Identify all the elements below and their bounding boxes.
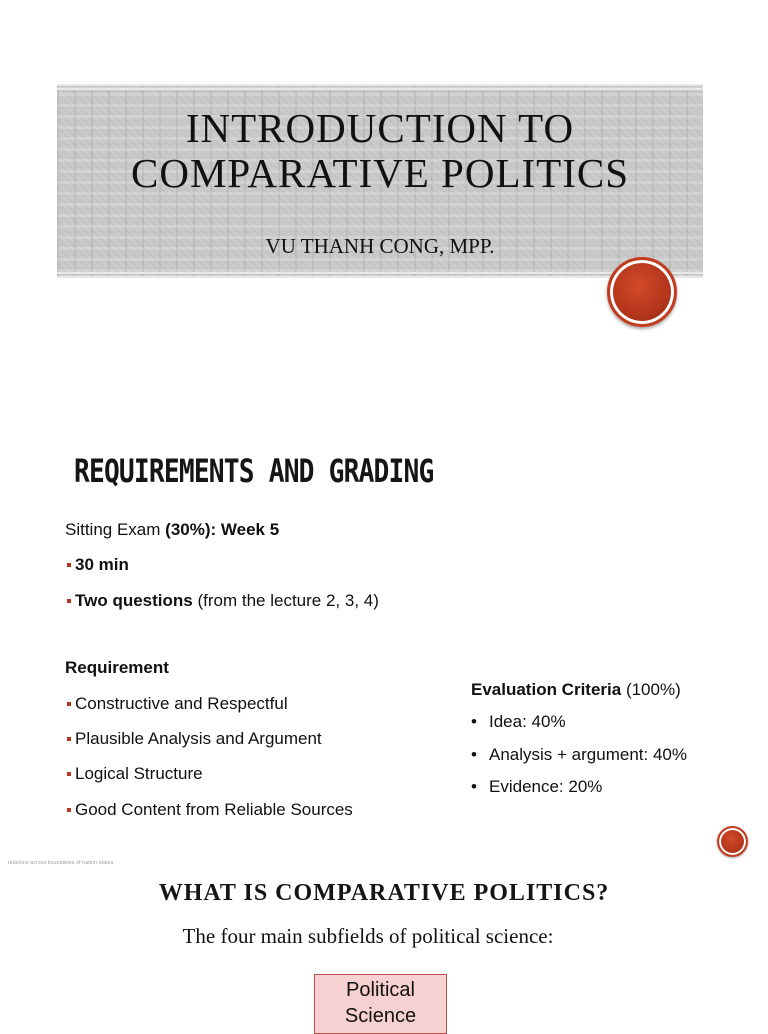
evaluation-item: Evidence: 20% xyxy=(489,777,603,796)
list-item xyxy=(65,555,129,575)
political-science-box xyxy=(314,974,447,1034)
requirement-title-text: Requirement xyxy=(65,658,169,677)
square-bullet-icon xyxy=(67,808,71,812)
box-line-2: Science xyxy=(344,1005,417,1027)
square-bullet-icon xyxy=(67,563,71,567)
list-item xyxy=(65,764,203,784)
requirement-item: Good Content from Reliable Sources xyxy=(75,800,353,819)
list-item xyxy=(65,694,288,714)
list-item xyxy=(65,591,379,611)
evaluation-title-bold: Evaluation Criteria xyxy=(471,680,622,699)
square-bullet-icon xyxy=(67,599,71,603)
faint-overflow-text: relations across boundaries of nation-states xyxy=(8,860,114,866)
list-item xyxy=(471,745,687,765)
exam-weight: (30%): Week 5 xyxy=(165,520,280,539)
dot-bullet-icon: • xyxy=(471,745,477,764)
subfields-text: The four main subfields of political science: xyxy=(182,924,554,948)
list-item xyxy=(471,777,602,797)
evaluation-title xyxy=(471,680,681,700)
list-item xyxy=(65,800,353,820)
exam-line xyxy=(65,520,279,540)
requirement-item: Constructive and Respectful xyxy=(75,694,288,713)
dot-bullet-icon: • xyxy=(471,712,477,731)
list-item xyxy=(65,729,322,749)
exam-prefix: Sitting Exam xyxy=(65,520,166,539)
exam-item-bold: Two questions xyxy=(75,591,193,610)
requirement-item: Plausible Analysis and Argument xyxy=(75,729,322,748)
requirement-title xyxy=(65,658,169,678)
square-bullet-icon xyxy=(67,737,71,741)
list-item xyxy=(471,712,566,732)
square-bullet-icon xyxy=(67,772,71,776)
evaluation-item: Analysis + argument: 40% xyxy=(489,745,687,764)
requirements-heading: REQUIREMENTS AND GRADING xyxy=(74,452,434,490)
box-line-1: Political xyxy=(346,979,415,1001)
title-line-1: INTRODUCTION TO xyxy=(185,105,575,151)
exam-item-rest: (from the lecture 2, 3, 4) xyxy=(192,591,379,610)
exam-item-bold: 30 min xyxy=(75,555,129,574)
requirement-item: Logical Structure xyxy=(75,764,203,783)
presenter-name: VU THANH CONG, MPP. xyxy=(265,234,495,258)
dot-bullet-icon: • xyxy=(471,777,477,796)
decorative-red-circle-icon xyxy=(607,257,677,327)
title-line-2: COMPARATIVE POLITICS xyxy=(130,150,630,196)
what-is-heading: WHAT IS COMPARATIVE POLITICS? xyxy=(158,880,610,906)
evaluation-title-rest: (100%) xyxy=(621,680,681,699)
decorative-red-circle-icon xyxy=(717,826,748,857)
evaluation-item: Idea: 40% xyxy=(489,712,566,731)
square-bullet-icon xyxy=(67,702,71,706)
presentation-title xyxy=(57,106,703,196)
